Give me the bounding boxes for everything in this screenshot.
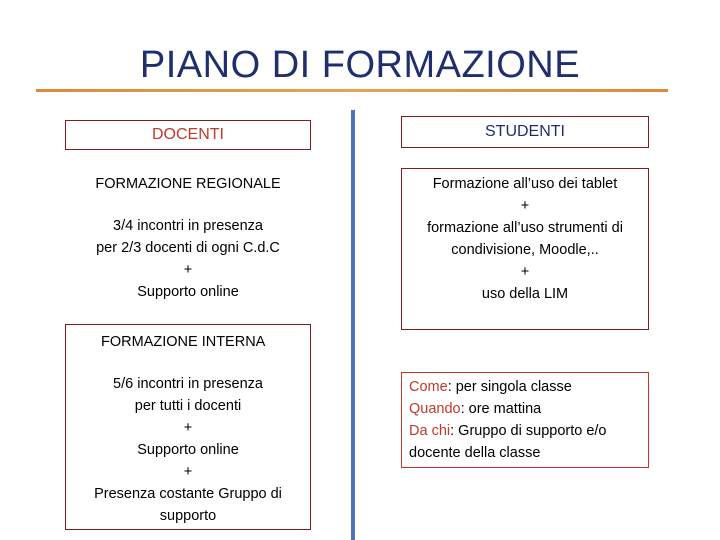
studenti-line: + [520, 198, 530, 214]
studenti-header-box [401, 116, 649, 148]
docenti-header: DOCENTI [152, 126, 224, 143]
center-divider [351, 110, 355, 540]
studenti-formazione-lines [402, 169, 648, 305]
formazione-regionale-heading: FORMAZIONE REGIONALE [95, 176, 281, 192]
interna-line: Supporto online [137, 442, 239, 458]
dettagli-value: : Gruppo di supporto e/o [450, 423, 607, 439]
dettagli-key: Come [409, 379, 448, 395]
formazione-interna-lines [65, 373, 311, 527]
dettagli-value: : ore mattina [460, 401, 542, 417]
dettagli-row-come [409, 376, 648, 398]
docenti-header-box [65, 120, 311, 150]
studenti-formazione-box [401, 168, 649, 330]
studenti-line: uso della LIM [481, 286, 569, 302]
interna-line: supporto [159, 508, 217, 524]
dettagli-value: : per singola classe [447, 379, 572, 395]
formazione-regionale-section [65, 173, 311, 303]
dettagli-key: Da chi [409, 423, 451, 439]
interna-line: 5/6 incontri in presenza [113, 376, 263, 392]
dettagli-row-da-chi [409, 420, 648, 442]
dettagli-row-quando [409, 398, 648, 420]
studenti-header: STUDENTI [485, 123, 565, 140]
regionale-line: Supporto online [137, 284, 239, 300]
dettagli-row-continuation [409, 442, 648, 464]
interna-line: Presenza costante Gruppo di [94, 486, 282, 502]
studenti-line: formazione all’uso strumenti di [427, 220, 623, 236]
studenti-dettagli-lines [402, 373, 648, 464]
studenti-dettagli-box [401, 372, 649, 468]
studenti-line: + [520, 264, 530, 280]
studenti-line: condivisione, Moodle,.. [451, 242, 599, 258]
interna-line: per tutti i docenti [134, 398, 242, 414]
title-underline [36, 89, 668, 92]
regionale-line: per 2/3 docenti di ogni C.d.C [96, 240, 280, 256]
dettagli-value: docente della classe [409, 445, 541, 461]
formazione-interna-heading: FORMAZIONE INTERNA [101, 334, 266, 350]
interna-line: + [183, 420, 193, 436]
formazione-regionale-lines [65, 215, 311, 303]
regionale-line: 3/4 incontri in presenza [113, 218, 263, 234]
studenti-line: Formazione all’uso dei tablet [432, 176, 618, 192]
dettagli-key: Quando [409, 401, 461, 417]
page-title: PIANO DI FORMAZIONE [139, 44, 581, 86]
regionale-line: + [183, 262, 193, 278]
interna-line: + [183, 464, 193, 480]
